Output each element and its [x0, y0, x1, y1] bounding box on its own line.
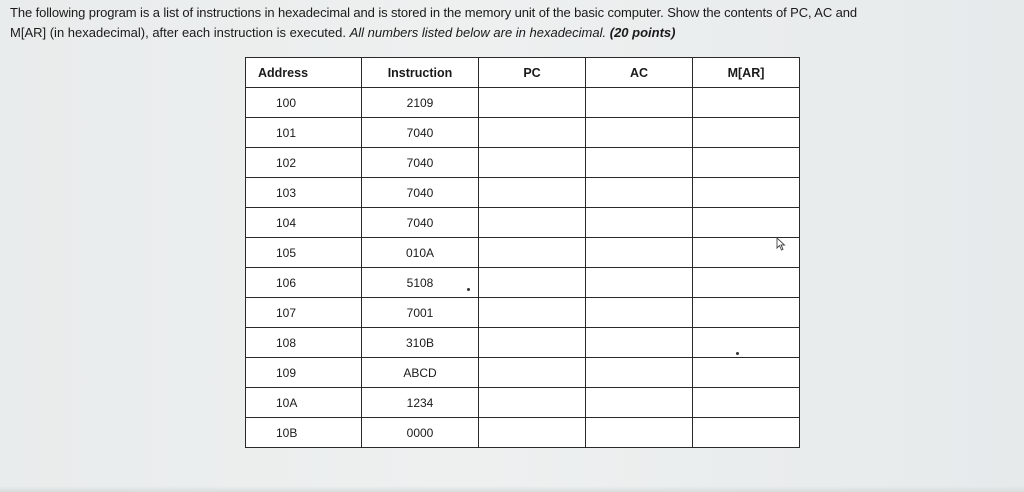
- prompt-line-2: [10, 23, 1015, 43]
- pc-cell[interactable]: [479, 268, 586, 298]
- instruction-cell: 7001: [362, 298, 479, 328]
- mar-cell[interactable]: [693, 208, 800, 238]
- table-header-row: [246, 58, 800, 88]
- pc-cell[interactable]: [479, 418, 586, 448]
- pc-cell[interactable]: [479, 388, 586, 418]
- ac-cell[interactable]: [586, 358, 693, 388]
- instruction-cell: 7040: [362, 178, 479, 208]
- pc-cell[interactable]: [479, 298, 586, 328]
- table-row: [246, 118, 800, 148]
- stray-mark: [736, 352, 739, 355]
- question-prompt: [10, 3, 1015, 43]
- instruction-cell: 7040: [362, 118, 479, 148]
- header-address: Address: [246, 58, 362, 88]
- pc-cell[interactable]: [479, 208, 586, 238]
- address-cell: 107: [246, 298, 362, 328]
- page-edge: [0, 486, 1024, 492]
- mouse-pointer-icon: [776, 237, 786, 251]
- pc-cell[interactable]: [479, 238, 586, 268]
- ac-cell[interactable]: [586, 208, 693, 238]
- prompt-hex-note: All numbers listed below are in hexadecimal.: [349, 25, 607, 40]
- instruction-cell: ABCD: [362, 358, 479, 388]
- table-row: [246, 298, 800, 328]
- table-body: [246, 88, 800, 448]
- instruction-cell: 2109: [362, 88, 479, 118]
- prompt-points: (20 points): [609, 25, 676, 40]
- pc-cell[interactable]: [479, 358, 586, 388]
- address-cell: 101: [246, 118, 362, 148]
- header-pc: PC: [479, 58, 586, 88]
- address-cell: 106: [246, 268, 362, 298]
- table-row: [246, 148, 800, 178]
- instruction-cell: 1234: [362, 388, 479, 418]
- pc-cell[interactable]: [479, 328, 586, 358]
- instruction-cell: 0000: [362, 418, 479, 448]
- table-row: [246, 88, 800, 118]
- prompt-line-1: The following program is a list of instructions in hexadecimal and is stored in the memory unit of the basic computer. Show the contents of PC, AC and: [10, 5, 858, 20]
- address-cell: 108: [246, 328, 362, 358]
- ac-cell[interactable]: [586, 148, 693, 178]
- ac-cell[interactable]: [586, 298, 693, 328]
- table-row: [246, 358, 800, 388]
- mar-cell[interactable]: [693, 268, 800, 298]
- address-cell: 10A: [246, 388, 362, 418]
- table-row: [246, 238, 800, 268]
- instruction-cell: 7040: [362, 208, 479, 238]
- mar-cell[interactable]: [693, 178, 800, 208]
- header-ac: AC: [586, 58, 693, 88]
- mar-cell[interactable]: [693, 388, 800, 418]
- address-cell: 105: [246, 238, 362, 268]
- mar-cell[interactable]: [693, 118, 800, 148]
- address-cell: 109: [246, 358, 362, 388]
- instruction-cell: 5108: [362, 268, 479, 298]
- pc-cell[interactable]: [479, 148, 586, 178]
- instruction-cell: 310B: [362, 328, 479, 358]
- ac-cell[interactable]: [586, 118, 693, 148]
- prompt-line-2-text: M[AR] (in hexadecimal), after each instruction is executed.: [10, 25, 350, 40]
- ac-cell[interactable]: [586, 238, 693, 268]
- ac-cell[interactable]: [586, 268, 693, 298]
- address-cell: 10B: [246, 418, 362, 448]
- table-row: [246, 328, 800, 358]
- instruction-cell: 7040: [362, 148, 479, 178]
- table-row: [246, 178, 800, 208]
- ac-cell[interactable]: [586, 328, 693, 358]
- header-instruction: Instruction: [362, 58, 479, 88]
- table-row: [246, 388, 800, 418]
- address-cell: 104: [246, 208, 362, 238]
- table-row: [246, 208, 800, 238]
- table-row: [246, 268, 800, 298]
- mar-cell[interactable]: [693, 418, 800, 448]
- pc-cell[interactable]: [479, 178, 586, 208]
- mar-cell[interactable]: [693, 358, 800, 388]
- instruction-table: [245, 57, 800, 448]
- instruction-cell: 010A: [362, 238, 479, 268]
- ac-cell[interactable]: [586, 388, 693, 418]
- table-row: [246, 418, 800, 448]
- mar-cell[interactable]: [693, 328, 800, 358]
- pc-cell[interactable]: [479, 88, 586, 118]
- mar-cell[interactable]: [693, 148, 800, 178]
- mar-cell[interactable]: [693, 88, 800, 118]
- mar-cell[interactable]: [693, 298, 800, 328]
- ac-cell[interactable]: [586, 178, 693, 208]
- address-cell: 100: [246, 88, 362, 118]
- ac-cell[interactable]: [586, 88, 693, 118]
- header-mar: M[AR]: [693, 58, 800, 88]
- pc-cell[interactable]: [479, 118, 586, 148]
- ac-cell[interactable]: [586, 418, 693, 448]
- stray-mark: [467, 288, 470, 291]
- address-cell: 102: [246, 148, 362, 178]
- address-cell: 103: [246, 178, 362, 208]
